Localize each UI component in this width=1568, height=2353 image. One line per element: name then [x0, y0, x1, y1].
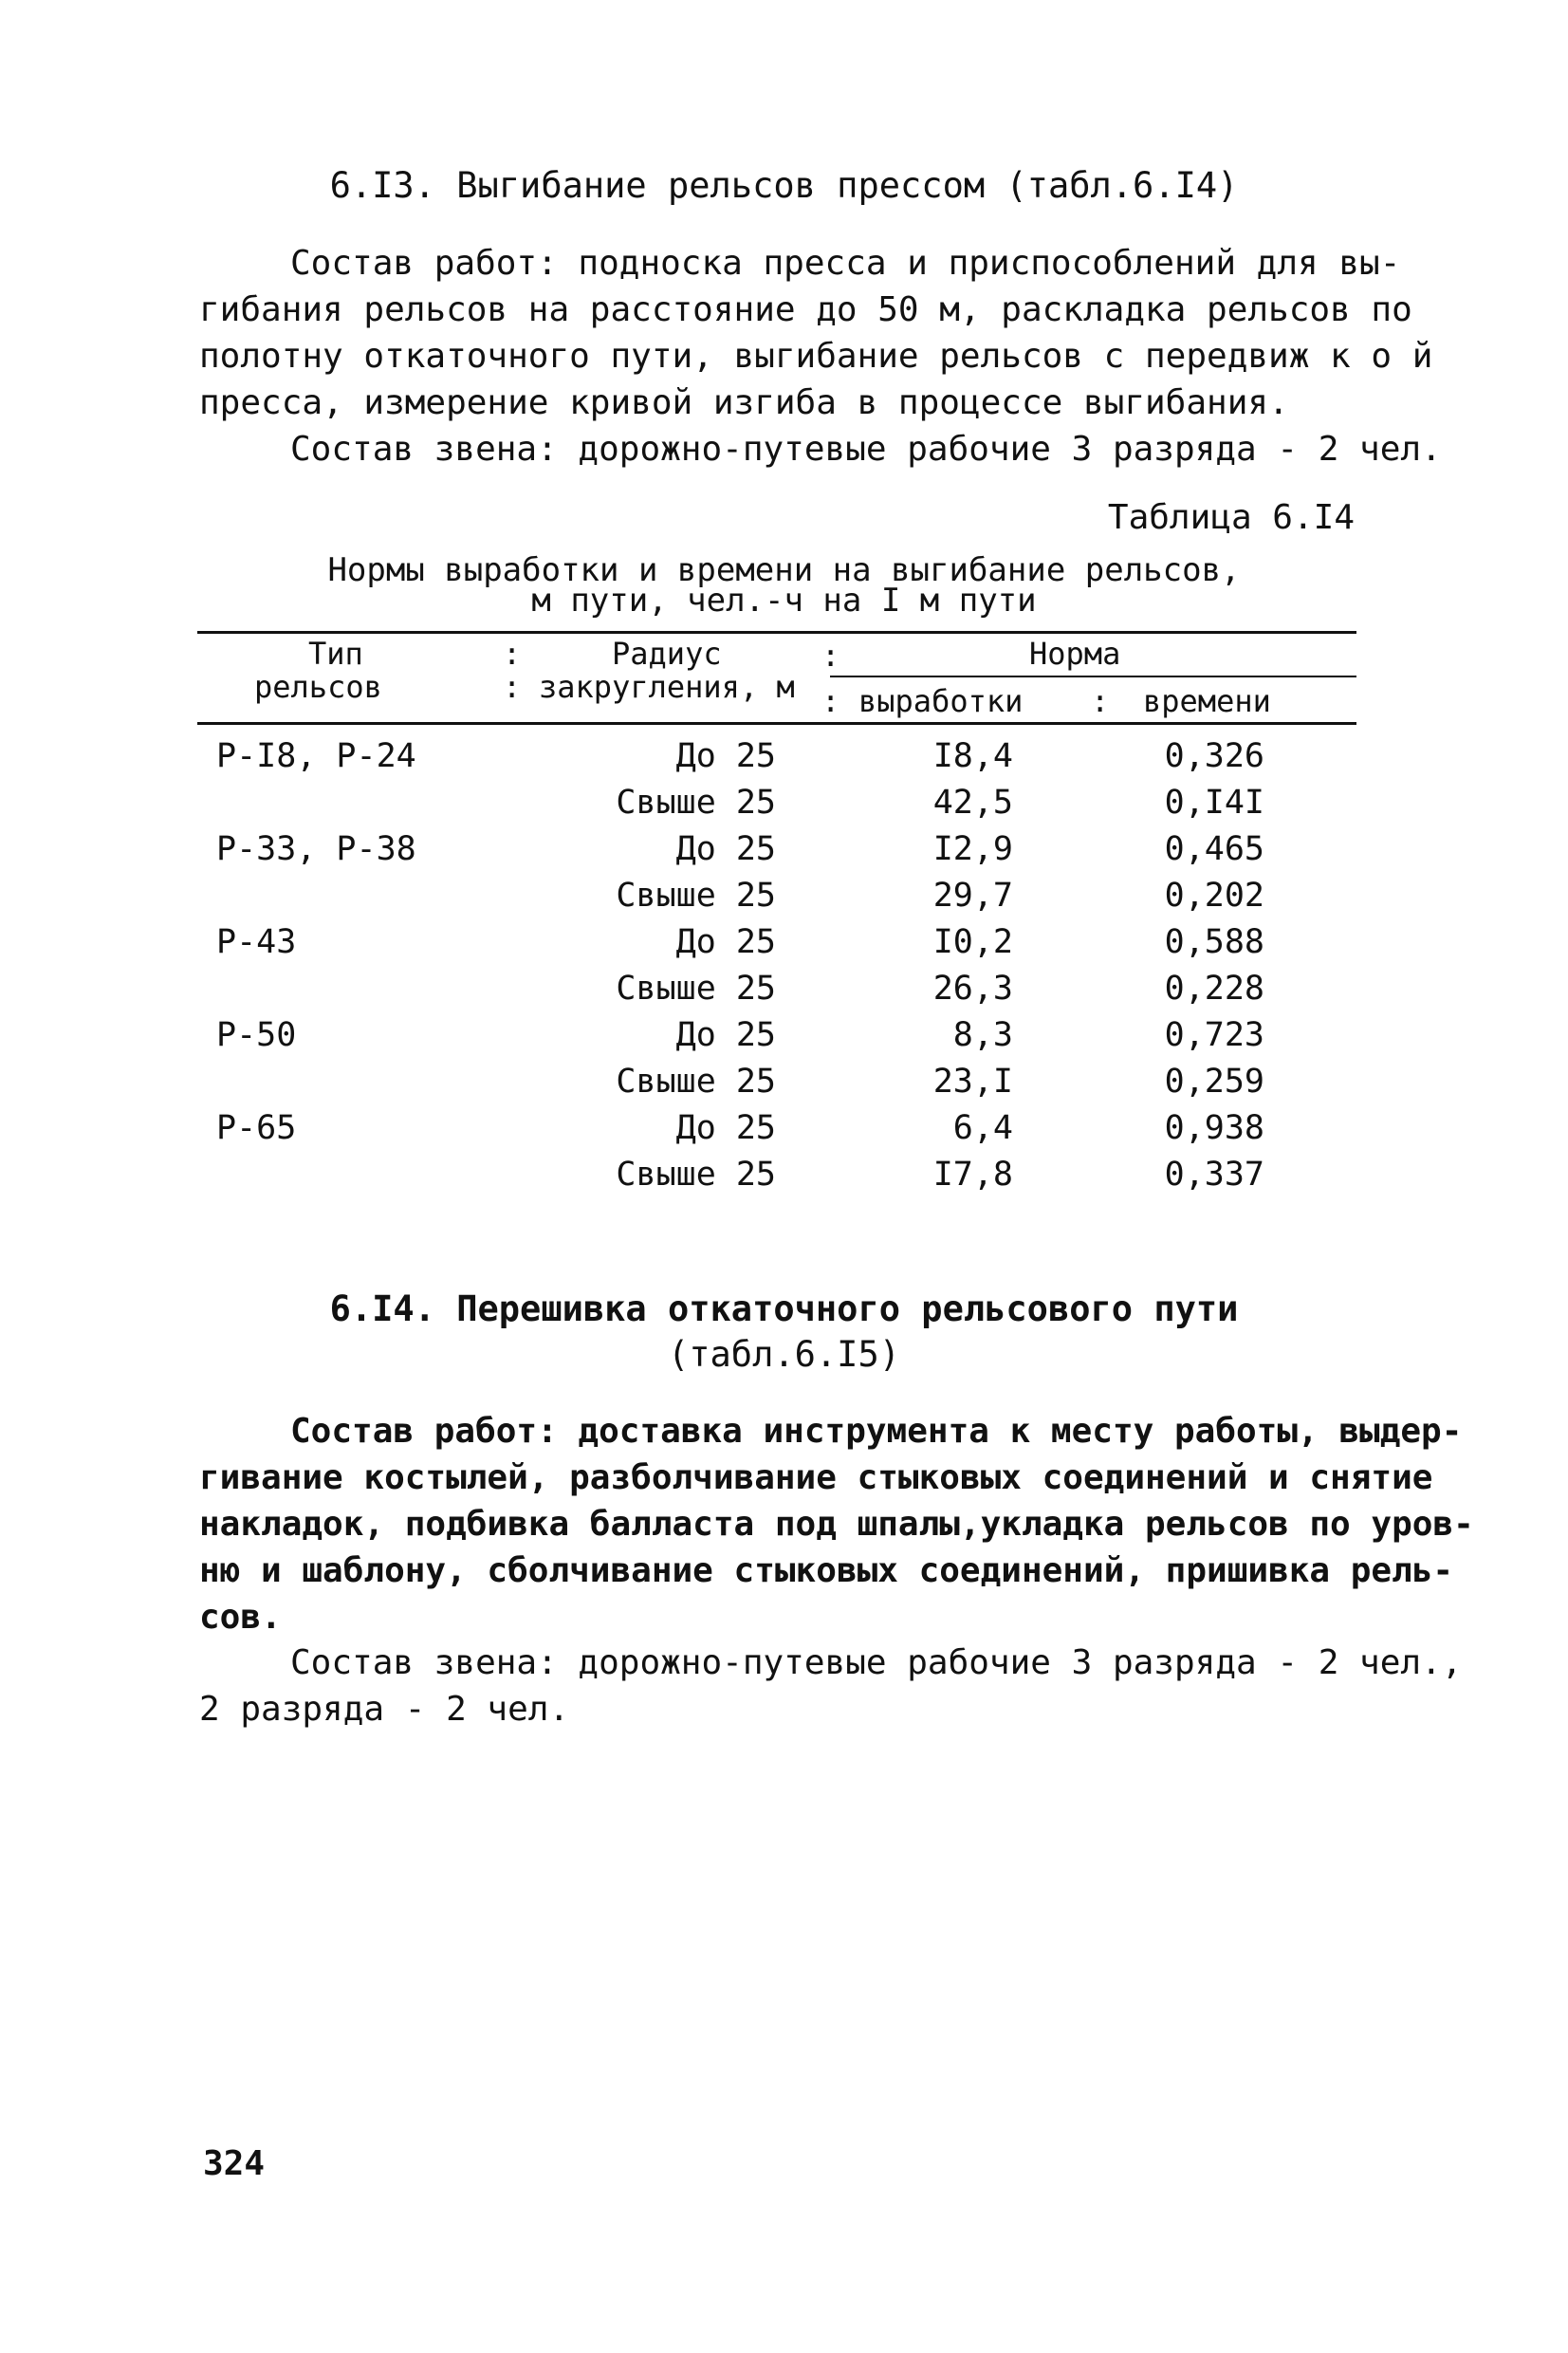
header-norm: Норма — [1029, 636, 1121, 672]
rail-type-cell: Р-50 — [216, 1016, 297, 1054]
table-title-line-1: Нормы выработки и времени на выгибание рельсов, — [327, 551, 1241, 589]
output-cell: 26,3 — [932, 970, 1013, 1008]
output-cell: 6,4 — [952, 1109, 1013, 1147]
time-cell: 0,588 — [1164, 923, 1264, 961]
table-caption: Таблица 6.I4 — [1107, 498, 1355, 537]
work-composition-paragraph — [199, 240, 1442, 472]
output-cell: I0,2 — [932, 923, 1013, 961]
paragraph-line: пресса, измерение кривой изгиба в процессе выгибания. — [199, 383, 1289, 422]
output-cell: 29,7 — [932, 877, 1013, 915]
paragraph-line: сов. — [199, 1598, 282, 1637]
time-cell: 0,202 — [1164, 877, 1264, 915]
radius-cell: Свыше 25 — [616, 784, 776, 822]
header-separator: : — [821, 683, 840, 719]
crew-composition-paragraph — [199, 1640, 1463, 1732]
radius-cell: До 25 — [675, 1016, 776, 1054]
paragraph-line: накладок, подбивка балласта под шпалы,укладка рельсов по уров- — [199, 1505, 1474, 1544]
output-cell: 23,I — [932, 1063, 1013, 1101]
page-number: 324 — [203, 2144, 266, 2183]
paragraph-line: Состав работ: подноска пресса и приспособлений для вы- — [290, 244, 1401, 283]
section-heading-6-13: 6.I3. Выгибание рельсов прессом (табл.6.I4) — [329, 165, 1239, 206]
radius-cell: До 25 — [675, 830, 776, 868]
section-heading-6-14: 6.I4. Перешивка откаточного рельсового пути — [329, 1288, 1239, 1329]
paragraph-line: гивание костылей, разболчивание стыковых соединений и снятие — [199, 1458, 1433, 1497]
time-cell: 0,259 — [1164, 1063, 1264, 1101]
output-cell: 8,3 — [952, 1016, 1013, 1054]
radius-cell: Свыше 25 — [616, 970, 776, 1008]
time-cell: 0,326 — [1164, 737, 1264, 775]
time-cell: 0,938 — [1164, 1109, 1264, 1147]
header-radius-line-1: Радиус — [612, 636, 722, 672]
section-heading-6-14-ref: (табл.6.I5) — [667, 1334, 901, 1375]
radius-cell: До 25 — [675, 923, 776, 961]
radius-cell: До 25 — [675, 737, 776, 775]
radius-cell: Свыше 25 — [616, 1063, 776, 1101]
paragraph-line: ню и шаблону, сболчивание стыковых соединений, пришивка рель- — [199, 1551, 1454, 1590]
output-cell: 42,5 — [932, 784, 1013, 822]
header-time: времени — [1143, 683, 1271, 719]
header-separator: : — [1091, 683, 1110, 719]
output-cell: I2,9 — [932, 830, 1013, 868]
header-type-line-1: Тип — [308, 636, 363, 672]
rail-type-cell: Р-65 — [216, 1109, 297, 1147]
time-cell: 0,723 — [1164, 1016, 1264, 1054]
time-cell: 0,465 — [1164, 830, 1264, 868]
rail-type-cell: Р-33, Р-38 — [216, 830, 416, 868]
header-separator: : — [503, 669, 522, 705]
table-top-rule — [197, 631, 1356, 634]
time-cell: 0,337 — [1164, 1156, 1264, 1194]
header-type-line-2: рельсов — [254, 669, 382, 705]
paragraph-line: 2 разряда - 2 чел. — [199, 1690, 570, 1729]
radius-cell: Свыше 25 — [616, 1156, 776, 1194]
table-title-line-2: м пути, чел.-ч на I м пути — [531, 582, 1037, 620]
radius-cell: Свыше 25 — [616, 877, 776, 915]
header-radius-line-2: закругления, м — [539, 669, 795, 705]
header-separator: : — [503, 636, 522, 672]
paragraph-line: полотну откаточного пути, выгибание рельсов с передвиж к о й — [199, 337, 1433, 376]
time-cell: 0,I4I — [1164, 784, 1264, 822]
paragraph-line: гибания рельсов на расстояние до 50 м, раскладка рельсов по — [199, 290, 1412, 329]
output-cell: I7,8 — [932, 1156, 1013, 1194]
crew-composition-line: Состав звена: дорожно-путевые рабочие 3 разряда - 2 чел. — [290, 430, 1442, 469]
table-header-bottom-rule — [197, 722, 1356, 725]
work-composition-paragraph — [199, 1408, 1474, 1640]
header-separator: : — [821, 638, 840, 674]
paragraph-line: Состав работ: доставка инструмента к месту работы, выдер- — [290, 1412, 1463, 1451]
rail-type-cell: Р-43 — [216, 923, 297, 961]
radius-cell: До 25 — [675, 1109, 776, 1147]
paragraph-line: Состав звена: дорожно-путевые рабочие 3 разряда - 2 чел., — [290, 1643, 1463, 1682]
norm-header-rule — [830, 676, 1356, 677]
header-output: выработки — [858, 683, 1024, 719]
time-cell: 0,228 — [1164, 970, 1264, 1008]
output-cell: I8,4 — [932, 737, 1013, 775]
rail-type-cell: Р-I8, Р-24 — [216, 737, 416, 775]
